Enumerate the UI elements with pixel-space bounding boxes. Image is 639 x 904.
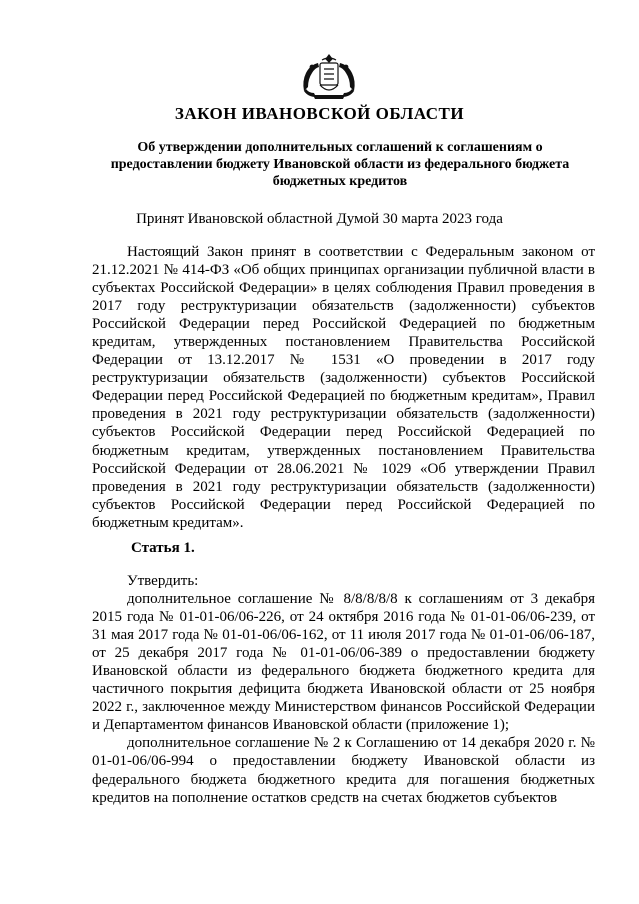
article-paragraph-2: дополнительное соглашение № 8/8/8/8/8 к соглашениям от 3 декабря 2015 года № 01-01-06/06-226, от 24 октября 2016 года № 01-01-06/06-239, от 31 мая 2017 года № 01-01-06/06-162, от 11 июля 2017 года № 01-01-06/06-187, от 25 декабря 2017 года № 01-01-06/06-389 о предоставлении бюджету Ивановской области из федерального бюджета бюджетного кредита для частичного покрытия дефицита бюджета Ивановской области от 25 ноября 2022 г., заключенное между Министерством финансов Российской Федерации и Департаментом финансов Ивановской области (приложение 1); [92, 591, 595, 734]
law-subtitle: Об утверждении дополнительных соглашений к соглашениям о предоставлении бюджету Ивановской области из федерального бюджета бюджетных кредитов [110, 140, 570, 189]
coat-of-arms-emblem [298, 51, 360, 101]
preamble-paragraph: Настоящий Закон принят в соответствии с Федеральным законом от 21.12.2021 № 414-ФЗ «Об общих принципах организации публичной власти в субъектах Российской Федерации» в целях соблюдения Правил проведения в 2017 году реструктуризации обязательств (задолженности) субъектов Российской Федерации перед Российской Федерацией по бюджетным кредитам, утвержденных постановлением Правительства Российской Федерации от 13.12.2017 № 1531 «О проведении в 2017 году реструктуризации обязательств (задолженности) субъектов Российской Федерации перед Российской Федерацией по бюджетным кредитам», Правил проведения в 2021 году реструктуризации обязательств (задолженности) субъектов Российской Федерации перед Российской Федерацией по бюджетным кредитам, утвержденных постановлением Правительства Российской Федерации от 28.06.2021 № 1029 «Об утверждении Правил проведения в 2021 году реструктуризации обязательств (задолженности) субъектов Российской Федерации перед Российской Федерацией по бюджетным кредитам». [92, 244, 595, 531]
preamble-block [92, 243, 595, 532]
law-title: ЗАКОН ИВАНОВСКОЙ ОБЛАСТИ [174, 104, 465, 123]
article-paragraph-1: Утвердить: [127, 573, 199, 589]
article-heading: Статья 1. [131, 540, 195, 556]
article-paragraph-3: дополнительное соглашение № 2 к Соглашению от 14 декабря 2020 г. № 01-01-06/06-994 о предоставлении бюджету Ивановской области из федерального бюджета бюджетного кредита для погашения бюджетных кредитов на пополнение остатков средств на счетах бюджетов субъектов [92, 735, 595, 806]
adoption-line: Принят Ивановской областной Думой 30 марта 2023 года [136, 211, 503, 227]
article-body [92, 572, 595, 807]
